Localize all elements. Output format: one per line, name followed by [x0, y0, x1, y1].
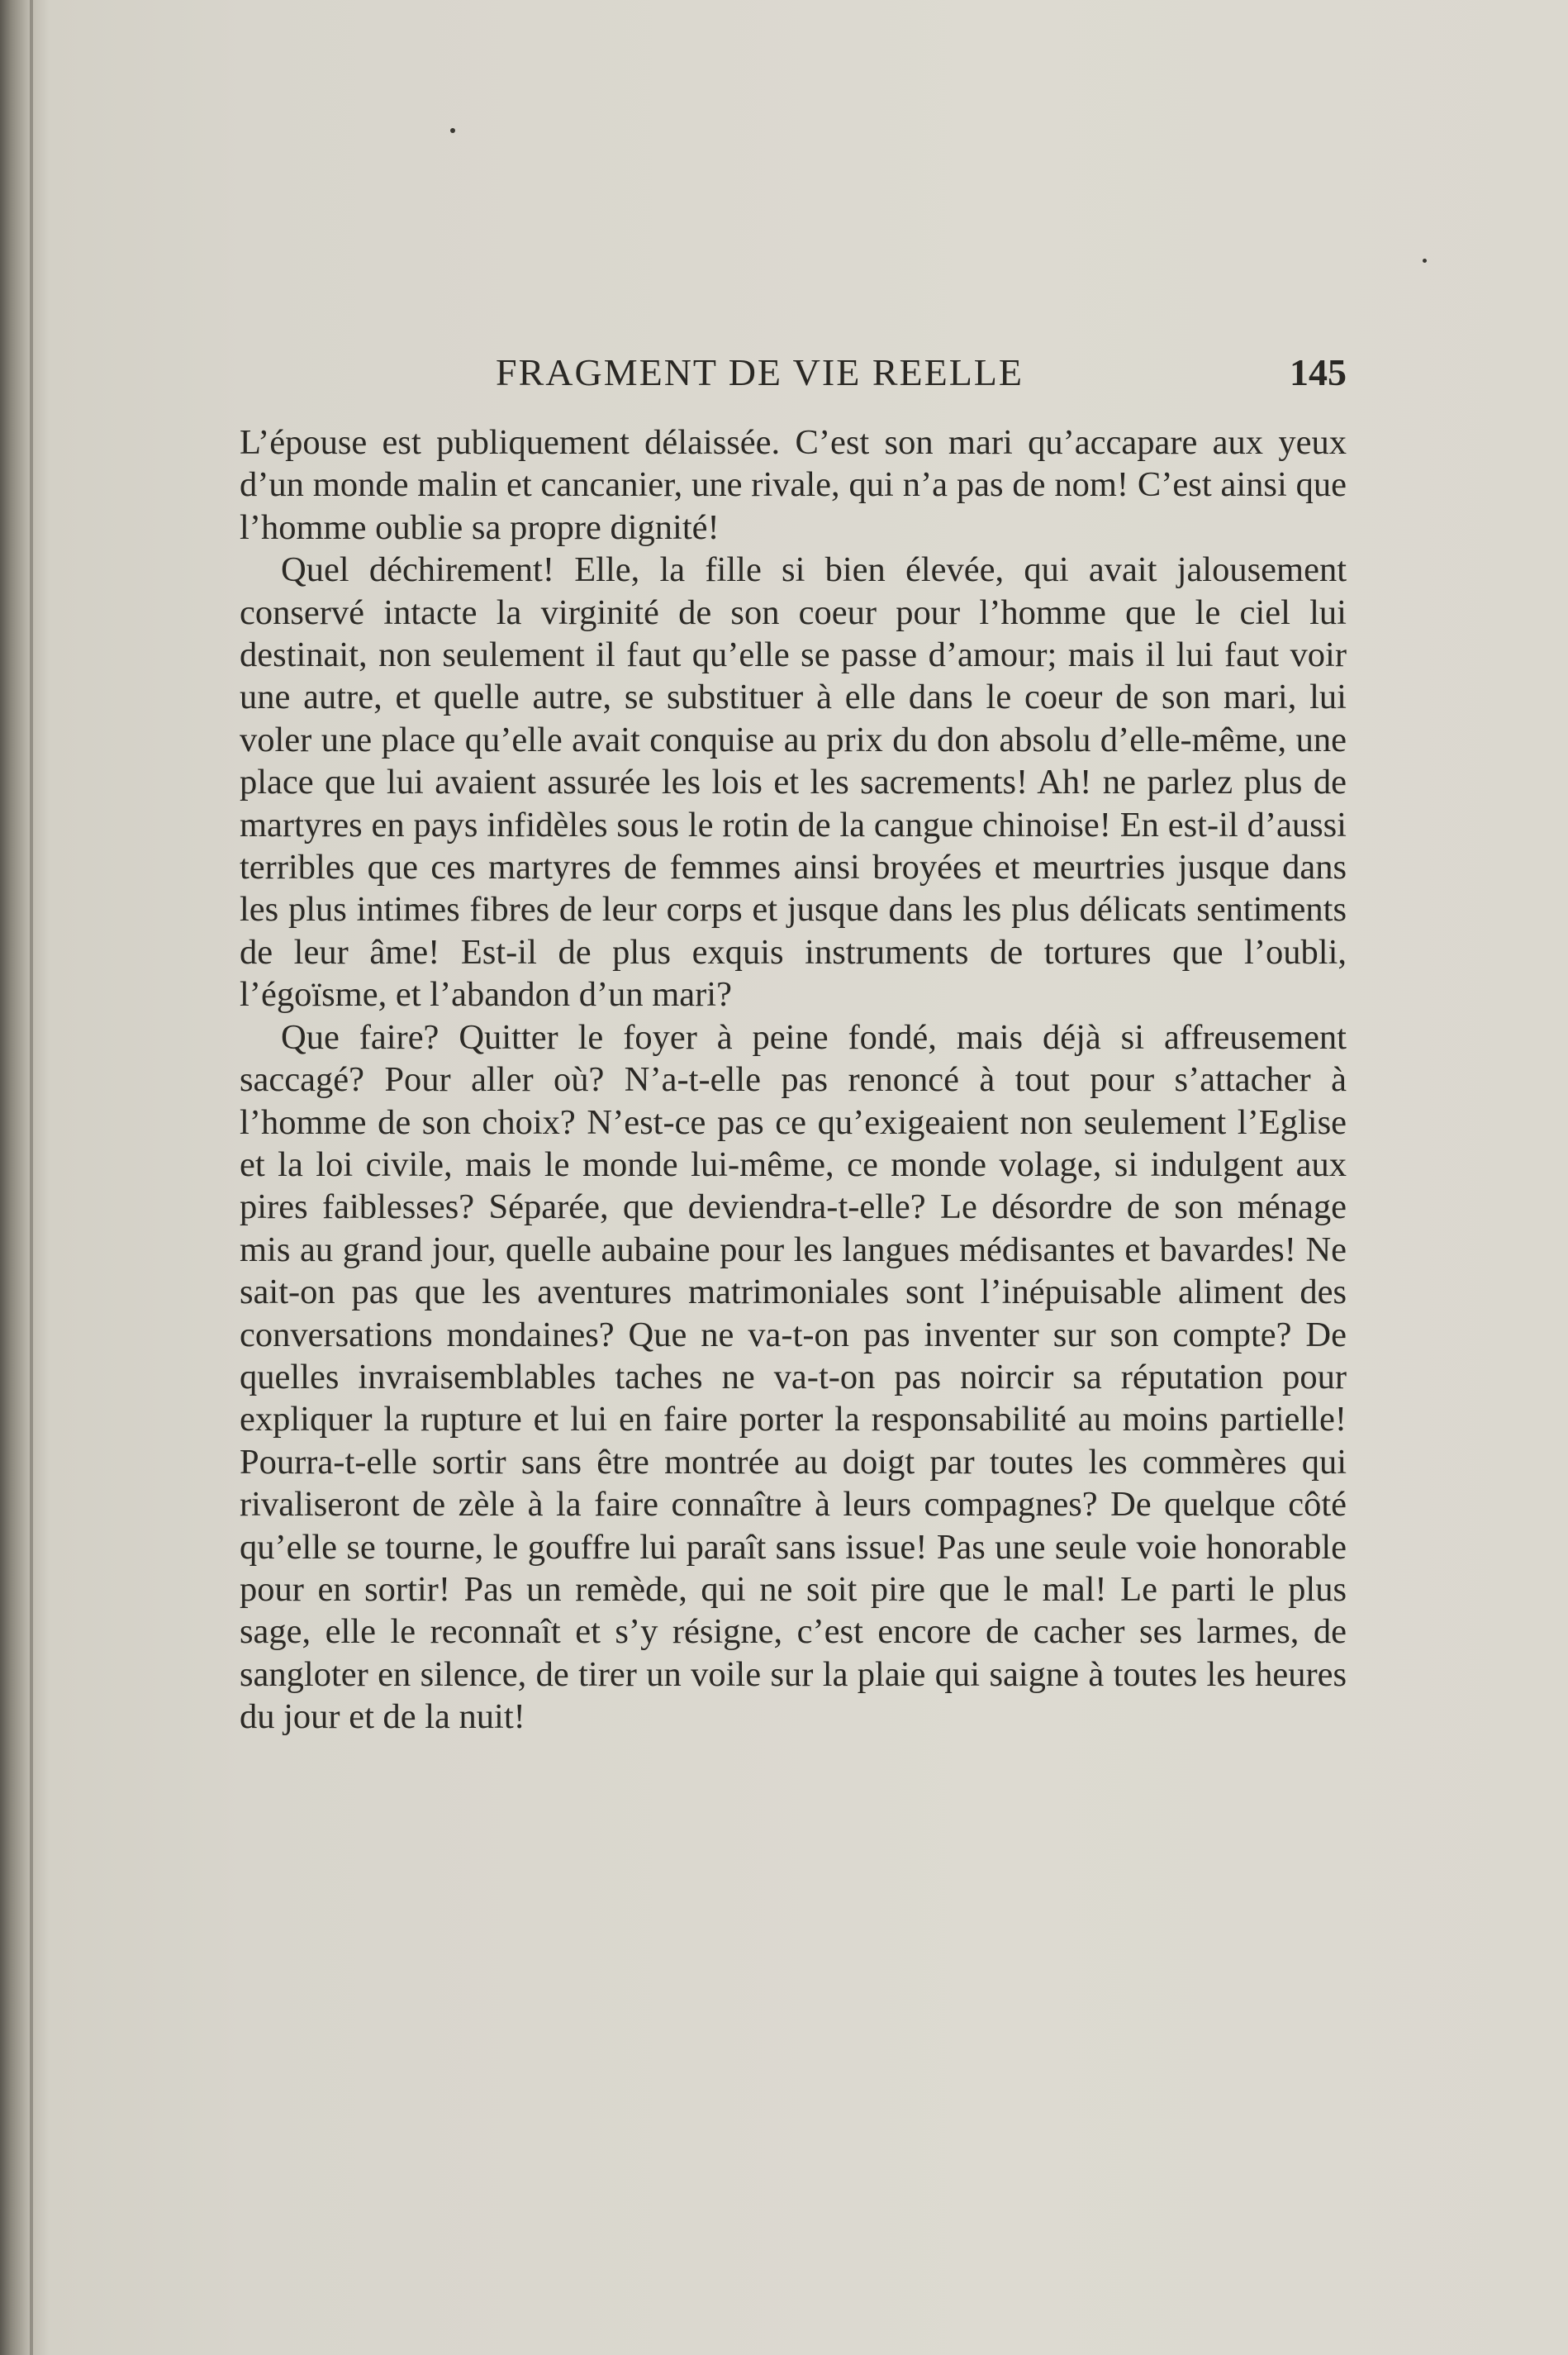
body-text: [240, 421, 1347, 1739]
ink-speck: [1423, 259, 1427, 263]
page-number: 145: [1290, 351, 1347, 393]
page-gutter: [30, 0, 33, 2355]
paragraph: L’épouse est publiquement délaissée. C’est son mari qu’accapare aux yeux d’un monde malin et cancanier, une rivale, qui n’a pas de nom! C’est ainsi que l’homme oublie sa propre dignité!: [240, 423, 1347, 547]
paragraph: Quel déchirement! Elle, la fille si bien élevée, qui avait jalousement conservé intacte la virginité de son coeur pour l’homme que le ciel lui destinait, non seulement il faut qu’elle se passe d’amour; mais il lui faut voir une autre, et quelle autre, se substituer à elle dans le coeur de son mari, lui voler une place qu’elle avait conquise au prix du don absolu d’elle-même, une place que lui avaient assurée les lois et les sacrements! Ah! ne parlez plus de martyres en pays infidèles sous le rotin de la cangue chinoise! En est-il d’aussi terribles que ces martyres de femmes ainsi broyées et meurtries jusque dans les plus intimes fibres de leur corps et jusque dans les plus délicats sentiments de leur âme! Est-il de plus exquis instruments de tortures que l’oubli, l’égoïsme, et l’abandon d’un mari?: [240, 550, 1347, 1015]
running-title: FRAGMENT DE VIE REELLE: [496, 351, 1024, 393]
paragraph: Que faire? Quitter le foyer à peine fondé, mais déjà si affreusement saccagé? Pour aller où? N’a-t-elle pas renoncé à tout pour s’attacher à l’homme de son choix? N’est-ce pas ce qu’exigeaient non seulement l’Eglise et la loi civile, mais le monde lui-même, ce monde volage, si indulgent aux pires faiblesses? Séparée, que deviendra-t-elle? Le désordre de son ménage mis au grand jour, quelle aubaine pour les langues médisantes et bavardes! Ne sait-on pas que les aventures matrimoniales sont l’inépuisable aliment des conversations mondaines? Que ne va-t-on pas inventer sur son compte? De quelles invraisemblables taches ne va-t-on pas noircir sa réputation pour expliquer la rupture et lui en faire porter la responsabilité au moins partielle! Pourra-t-elle sortir sans être montrée au doigt par toutes les commères qui rivaliseront de zèle à la faire connaître à leurs compagnes? De quelque côté qu’elle se tourne, le gouffre lui paraît sans issue! Pas une seule voie honorable pour en sortir! Pas un remède, qui ne soit pire que le mal! Le parti le plus sage, elle le reconnaît et s’y résigne, c’est encore de cacher ses larmes, de sangloter en silence, de tirer un voile sur la plaie qui saigne à toutes les heures du jour et de la nuit!: [240, 1017, 1347, 1737]
running-header: [240, 347, 1347, 405]
ink-speck: [450, 128, 455, 133]
